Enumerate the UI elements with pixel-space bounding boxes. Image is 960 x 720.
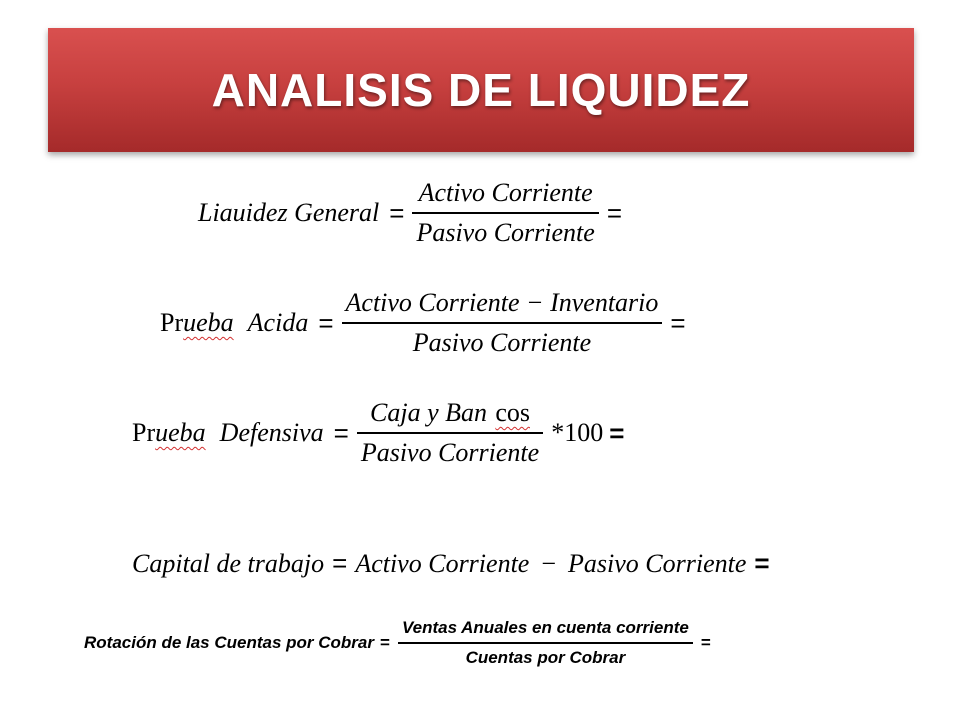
formula-capital-trabajo [132, 548, 770, 579]
numerator-part-b: cos [495, 398, 530, 427]
trailing-equals: = [754, 548, 770, 578]
fraction [357, 398, 543, 468]
formula-lhs-word: Defensiva [219, 418, 324, 447]
fraction-denominator: Cuentas por Cobrar [465, 648, 626, 667]
formula-lhs-prefix: Pr [132, 418, 156, 447]
fraction-denominator: Pasivo Corriente [412, 328, 592, 357]
fraction-denominator: Pasivo Corriente [360, 438, 540, 467]
trailing-equals: = [700, 633, 711, 652]
fraction [398, 618, 693, 668]
numerator-part-a: Caja y Ban [370, 398, 488, 427]
formula-lhs-suffix: ueba [155, 418, 206, 447]
fraction-numerator: Activo Corriente [418, 178, 593, 207]
equals-sign: = [318, 307, 334, 338]
trailing-equals: = [609, 417, 625, 448]
formula-rhs-b: Pasivo Corriente [568, 548, 747, 578]
formula-lhs: Capital de trabajo [132, 548, 325, 578]
formula-lhs-word: Acida [247, 308, 309, 337]
formula-prueba-acida [160, 288, 686, 358]
equals-sign: = [380, 633, 390, 652]
fraction-numerator [366, 398, 534, 432]
formula-rotacion-cuentas [84, 618, 711, 668]
trailing-equals: = [606, 197, 623, 228]
multiplier: *100 [551, 418, 604, 447]
fraction-denominator: Pasivo Corriente [416, 218, 595, 247]
equals-sign: = [332, 548, 348, 578]
equals-sign: = [333, 417, 349, 448]
formula-prueba-defensiva [132, 398, 624, 468]
fraction [412, 178, 598, 248]
trailing-equals: = [670, 307, 686, 338]
formula-rhs-a: Activo Corriente [355, 548, 530, 578]
formula-lhs: Rotación de las Cuentas por Cobrar [84, 633, 374, 652]
equals-sign: = [389, 197, 405, 228]
formula-liquidez-general [198, 178, 622, 248]
fraction-numerator: Ventas Anuales en cuenta corriente [401, 618, 689, 637]
fraction-numerator: Activo Corriente − Inventario [345, 288, 659, 317]
title-banner [48, 28, 914, 152]
formula-lhs-prefix: Pr [160, 308, 184, 337]
minus-sign: − [541, 548, 556, 578]
fraction [342, 288, 663, 358]
formula-lhs: Liauidez General [198, 198, 380, 227]
formula-lhs-suffix: ueba [183, 308, 234, 337]
slide-title: ANALISIS DE LIQUIDEZ [211, 64, 751, 116]
